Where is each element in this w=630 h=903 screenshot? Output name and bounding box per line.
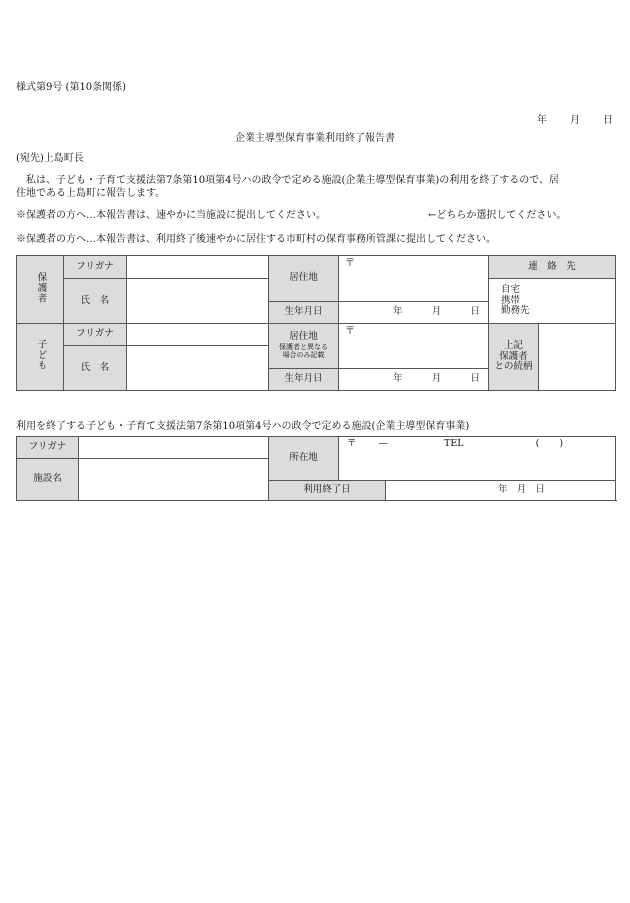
child-birth-month: 月 (431, 373, 442, 385)
facility-end-day: 日 (535, 484, 546, 496)
facility-furigana-label: フリガナ (17, 437, 79, 459)
child-birth-field[interactable] (339, 369, 489, 391)
guardian-postal-mark: 〒 (345, 258, 355, 269)
header-day: 日 (603, 115, 613, 126)
facility-table (16, 436, 616, 501)
guardian-section-label: 保護者 (17, 256, 64, 324)
guardian-birth-month: 月 (431, 306, 442, 318)
guardian-birth-label: 生年月日 (269, 302, 339, 324)
child-birth-day: 日 (470, 373, 480, 385)
child-postal-mark: 〒 (345, 326, 355, 337)
note-2: ※保護者の方へ…本報告書は、利用終了後速やかに居住する市町村の保育事務所管課に提出してください。 (16, 234, 496, 245)
guardian-birth-day: 日 (470, 306, 480, 318)
child-name-field[interactable] (127, 346, 269, 391)
guardian-contact-field[interactable] (489, 279, 616, 324)
facility-caption: 利用を終了する子ども・子育て支援法第7条第10項第4号ハの政令で定める施設(企業主導型保育事業) (16, 421, 470, 432)
form-number: 様式第9号 (第10条関係) (16, 82, 127, 93)
body-line-2: 住地である上島町に報告します。 (16, 188, 166, 199)
guardian-birth-field[interactable] (339, 302, 489, 324)
body-line-1: 私は、子ども・子育て支援法第7条第10項第4号ハの政令で定める施設(企業主導型保育事業)の利用を終了するので、居 (26, 175, 560, 186)
guardian-contact-header: 連 絡 先 (489, 256, 616, 279)
header-year: 年 (537, 115, 547, 126)
child-furigana-label: フリガナ (64, 324, 127, 346)
facility-postal-mark: 〒 (347, 438, 357, 449)
child-section-label: 子ども (17, 324, 64, 391)
header-month: 月 (570, 115, 580, 126)
facility-tel-paren-close: ) (559, 438, 564, 449)
child-furigana-field[interactable] (127, 324, 269, 346)
note-1-choice: ←どちらか選択してください。 (428, 210, 567, 221)
facility-name-field[interactable] (79, 459, 269, 501)
guardian-child-table (16, 255, 616, 391)
contact-mobile-label: 携帯 (501, 294, 521, 306)
facility-location-label: 所在地 (269, 437, 339, 481)
facility-name-label: 施設名 (17, 459, 79, 501)
facility-postal-dash: — (378, 438, 389, 449)
facility-end-date-label: 利用終了日 (269, 481, 386, 501)
facility-tel-label: TEL (444, 438, 464, 449)
child-residence-label: 居住地 保護者と異なる 場合のみ記載 (269, 324, 339, 369)
facility-location-field[interactable] (339, 437, 616, 481)
page-title: 企業主導型保育事業利用終了報告書 (235, 133, 395, 144)
guardian-residence-field[interactable] (339, 256, 489, 302)
guardian-residence-label: 居住地 (269, 256, 339, 302)
child-birth-label: 生年月日 (269, 369, 339, 391)
contact-work-label: 勤務先 (501, 305, 530, 317)
guardian-furigana-label: フリガナ (64, 256, 127, 279)
child-birth-year: 年 (393, 373, 403, 385)
facility-furigana-field[interactable] (79, 437, 269, 459)
guardian-name-label: 氏 名 (64, 279, 127, 324)
facility-end-year: 年 (498, 484, 508, 496)
guardian-birth-year: 年 (393, 306, 403, 318)
facility-tel-paren-open: ( (535, 438, 540, 449)
contact-home-label: 自宅 (501, 283, 521, 295)
addressee: (宛先)上島町長 (16, 153, 84, 164)
child-relation-field[interactable] (539, 324, 616, 391)
facility-end-month: 月 (516, 484, 527, 496)
facility-end-date-field[interactable] (386, 481, 616, 501)
child-residence-field[interactable] (339, 324, 489, 369)
child-relation-label: 上記 保護者 との続柄 (489, 324, 539, 391)
guardian-name-field[interactable] (127, 279, 269, 324)
child-name-label: 氏 名 (64, 346, 127, 391)
note-1: ※保護者の方へ…本報告書は、速やかに当施設に提出してください。 (16, 210, 326, 221)
guardian-furigana-field[interactable] (127, 256, 269, 279)
